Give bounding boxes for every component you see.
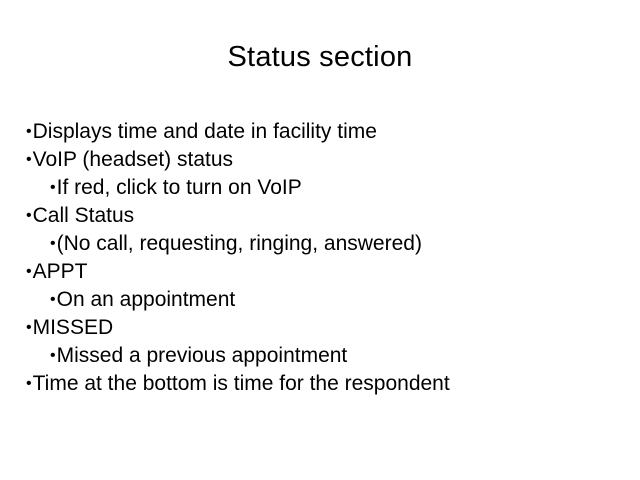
list-item-label: VoIP (headset) status (32, 148, 234, 171)
list-item (26, 258, 620, 286)
bullet-icon: • (50, 179, 56, 196)
list-item (26, 230, 620, 258)
list-item (26, 202, 620, 230)
list-item-label: Call Status (32, 204, 135, 227)
bullet-icon: • (26, 263, 32, 280)
bullet-list (26, 118, 620, 398)
list-item (26, 342, 620, 370)
list-item (26, 174, 620, 202)
bullet-icon: • (50, 347, 56, 364)
list-item-label: MISSED (32, 316, 114, 339)
list-item (26, 370, 620, 398)
bullet-icon: • (26, 123, 32, 140)
bullet-icon: • (26, 151, 32, 168)
bullet-icon: • (50, 291, 56, 308)
list-item-label: Missed a previous appointment (56, 344, 348, 367)
bullet-icon: • (50, 235, 56, 252)
list-item-label: If red, click to turn on VoIP (56, 176, 302, 199)
list-item (26, 286, 620, 314)
bullet-icon: • (26, 375, 32, 392)
list-item-label: On an appointment (56, 288, 236, 311)
list-item-label: APPT (32, 260, 88, 283)
bullet-icon: • (26, 319, 32, 336)
page-title: Status section (227, 41, 413, 73)
list-item (26, 146, 620, 174)
list-item-label: (No call, requesting, ringing, answered) (56, 232, 422, 255)
bullet-icon: • (26, 207, 32, 224)
list-item (26, 118, 620, 146)
list-item-label: Time at the bottom is time for the respondent (32, 372, 450, 395)
list-item (26, 314, 620, 342)
list-item-label: Displays time and date in facility time (32, 120, 377, 143)
